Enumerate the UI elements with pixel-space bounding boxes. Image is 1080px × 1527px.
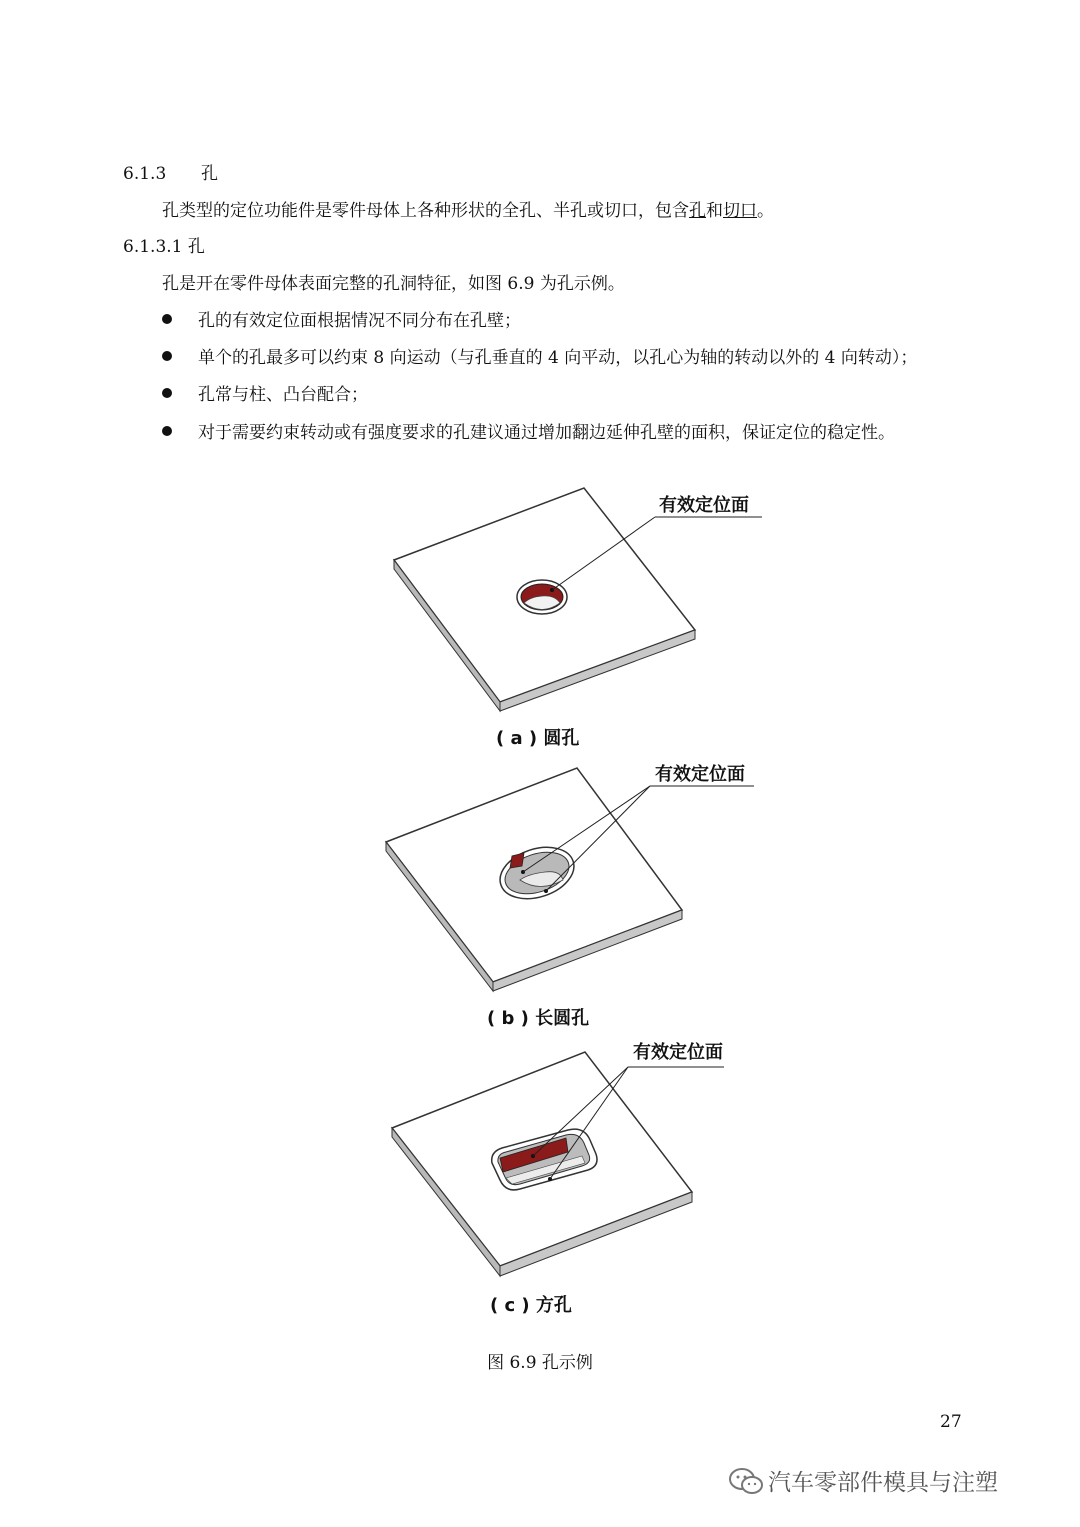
figure-caption-c: ( c ) 方孔 [490, 1295, 572, 1316]
plate-slot-hole [386, 768, 754, 991]
list-item-text: 孔的有效定位面根据情况不同分布在孔壁； [198, 311, 521, 331]
section-title: 孔 [201, 164, 218, 184]
plate-square-hole [392, 1052, 724, 1276]
wechat-icon [728, 1466, 764, 1496]
intro-text: 孔类型的定位功能件是零件母体上各种形状的全孔、半孔或切口，包含 [162, 201, 689, 221]
list-item-text: 孔常与柱、凸台配合； [198, 385, 368, 405]
watermark-text: 汽车零部件模具与注塑 [768, 1470, 998, 1496]
link-hole[interactable]: 孔 [689, 201, 706, 221]
subsection-paragraph: 孔是开在零件母体表面完整的孔洞特征，如图 6.9 为孔示例。 [162, 274, 625, 294]
callout-effective-surface-a: 有效定位面 [659, 495, 749, 516]
callout-effective-surface-b: 有效定位面 [655, 764, 745, 785]
link-cutout[interactable]: 切口 [723, 201, 757, 221]
page-number: 27 [940, 1412, 962, 1432]
figure-caption-b: ( b ) 长圆孔 [487, 1008, 590, 1029]
watermark [728, 1464, 998, 1497]
list-item-text: 单个的孔最多可以约束 8 向运动（与孔垂直的 4 向平动，以孔心为轴的转动以外的 4 向转动）； [198, 348, 918, 368]
figure-caption-a: ( a ) 圆孔 [496, 728, 580, 749]
subsection-heading: 6.1.3.1 孔 [123, 237, 205, 257]
callout-effective-surface-c: 有效定位面 [633, 1042, 723, 1063]
intro-end: 。 [757, 201, 774, 221]
figure-caption: 图 6.9 孔示例 [487, 1353, 593, 1373]
section-number: 6.1.3 [123, 164, 167, 184]
intro-mid: 和 [706, 201, 723, 221]
list-item-text: 对于需要约束转动或有强度要求的孔建议通过增加翻边延伸孔壁的面积，保证定位的稳定性。 [198, 423, 895, 443]
plate-round-hole [394, 488, 762, 711]
